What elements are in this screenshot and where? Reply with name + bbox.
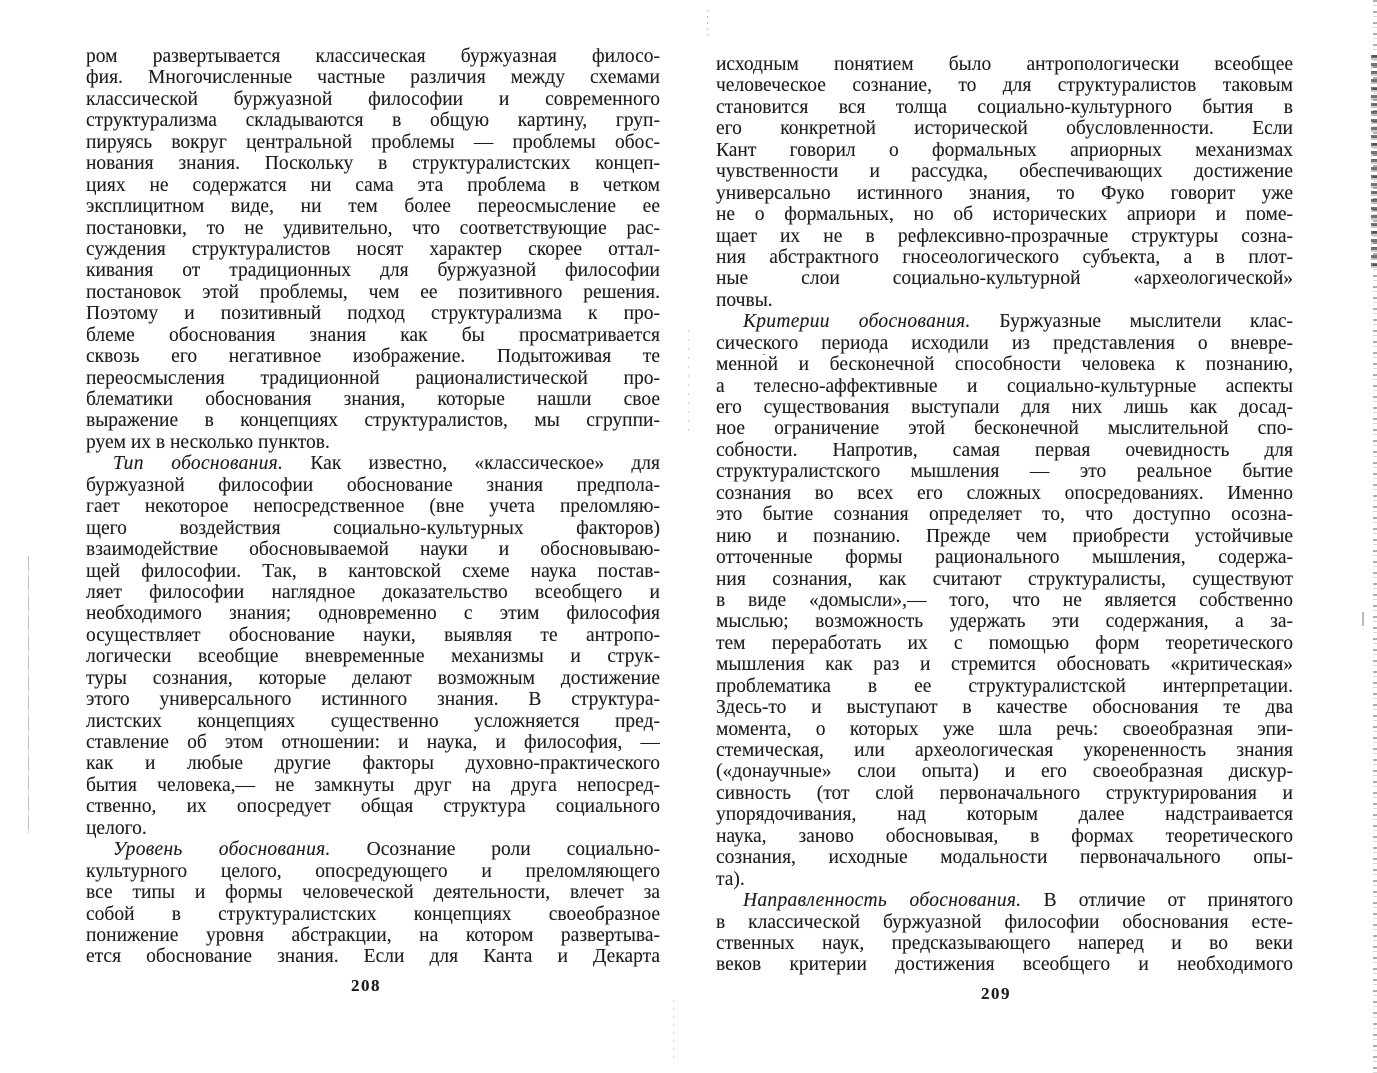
- line-text: это бытие сознания определяет то, что доступно осозна-: [716, 504, 1293, 526]
- line-text: та).: [716, 868, 745, 890]
- text-line: [86, 839, 660, 860]
- text-line: [86, 282, 660, 303]
- line-text: собности. Напротив, самая первая очевидность для: [716, 439, 1293, 461]
- text-line: [716, 826, 1293, 847]
- text-line: [86, 518, 660, 539]
- line-text: сознания, исходные модальности первоначального опы-: [716, 847, 1293, 869]
- line-text: тем переработать их с помощью форм теоретического: [716, 632, 1293, 654]
- line-text: его существования выступали для них лишь как досад-: [716, 397, 1293, 418]
- text-line: [716, 847, 1293, 868]
- text-line: [716, 97, 1293, 118]
- text-line: [86, 561, 660, 582]
- line-text: собой в структуралистских концепциях своеобразное: [86, 903, 660, 925]
- line-text: щей философии. Так, в кантовской схеме наука постав-: [86, 560, 660, 582]
- text-line: [86, 775, 660, 796]
- text-line: [86, 260, 660, 281]
- text-line: [86, 861, 660, 882]
- line-text: менно́й и бесконечной способности человека к познанию,: [716, 354, 1293, 376]
- text-line: [716, 333, 1293, 354]
- text-line: [86, 904, 660, 925]
- text-line: [86, 132, 660, 153]
- text-line: [716, 912, 1293, 933]
- italic-lead: Уровень обоснования.: [113, 839, 331, 861]
- scan-edge-noise-strip: [1373, 0, 1377, 1073]
- line-text: бытия человека,— не замкнуты друг на друга непосред-: [86, 774, 660, 796]
- text-line: [86, 925, 660, 946]
- line-text: руем их в несколько пунктов.: [86, 431, 330, 453]
- line-text: стемическая, или археологическая укорененность знания: [716, 740, 1293, 761]
- line-text: суждения структуралистов носят характер скорее оттал-: [86, 238, 660, 260]
- text-line: [716, 569, 1293, 590]
- line-text: логически всеобщие вневременные механизмы и струк-: [86, 646, 660, 668]
- text-line: [716, 526, 1293, 547]
- line-text: ставление об этом отношении: и наука, и философия, —: [86, 732, 660, 753]
- line-text: нования знания. Поскольку в структуралистских концеп-: [86, 153, 660, 175]
- text-line: [86, 196, 660, 217]
- text-line: [716, 654, 1293, 675]
- line-text: постановки, то не удивительно, что соответствующие рас-: [86, 217, 660, 239]
- gutter-speck-middle: [688, 330, 689, 435]
- text-line: [716, 183, 1293, 204]
- text-line: [716, 954, 1293, 975]
- line-text: ственных наук, предсказывающего наперед и во веки: [716, 932, 1293, 954]
- text-line: [716, 461, 1293, 482]
- line-text: блеме обоснования знания как бы просматривается: [86, 324, 660, 346]
- line-text: взаимодействие обосновываемой науки и обосновываю-: [86, 539, 660, 561]
- text-line: [716, 140, 1293, 161]
- text-line: [86, 453, 660, 474]
- line-text: щего воздействия социально-культурных факторов): [86, 517, 660, 539]
- text-line: [716, 268, 1293, 289]
- line-text: этого универсального истинного знания. В структура-: [86, 689, 660, 711]
- text-column-left: [86, 46, 660, 968]
- text-line: [86, 689, 660, 710]
- text-line: [86, 582, 660, 603]
- line-text: циях не содержатся ни сама эта проблема в четком: [86, 174, 660, 196]
- text-line: [86, 325, 660, 346]
- line-text: ляет философии наглядное доказательство всеобщего и: [86, 581, 660, 603]
- line-text: а телесно-аффективные и социально-культурные аспекты: [716, 375, 1293, 397]
- line-text: эксплицитном виде, ни тем более переосмысление ее: [86, 196, 660, 218]
- italic-lead: Тип обоснования.: [113, 453, 284, 475]
- text-line: [86, 239, 660, 260]
- text-line: [716, 869, 1293, 890]
- text-line: [86, 539, 660, 560]
- line-text: сического периода исходили из представления о вневре-: [716, 332, 1293, 354]
- text-line: [86, 625, 660, 646]
- line-text: сознания во всех его сложных опосредованиях. Именно: [716, 482, 1293, 504]
- text-line: [716, 676, 1293, 697]
- scan-edge-noise-dark: [1371, 55, 1377, 270]
- line-text: («донаучные» слои опыта) и его своеобразная дискур-: [716, 761, 1293, 783]
- line-text: В отличие от принятого: [1021, 890, 1293, 912]
- text-line: [716, 118, 1293, 139]
- text-line: [716, 418, 1293, 439]
- text-line: [716, 590, 1293, 611]
- line-text: необходимого знания; одновременно с этим философия: [86, 603, 660, 625]
- line-text: структурализма складываются в общую картину, груп-: [86, 110, 660, 132]
- line-text: структуралистского мышления — это реальное бытие: [716, 461, 1293, 483]
- line-text: чувственности и рассудка, обеспечивающих достижение: [716, 161, 1293, 183]
- text-line: [716, 204, 1293, 225]
- text-line: [86, 946, 660, 967]
- text-line: [716, 397, 1293, 418]
- text-line: [86, 732, 660, 753]
- text-line: [86, 89, 660, 110]
- gutter-speck-top: [707, 10, 708, 40]
- text-line: [716, 483, 1293, 504]
- line-text: пируясь вокруг центральной проблемы — проблемы обос-: [86, 131, 660, 153]
- line-text: ственно, их опосредует общая структура социального: [86, 796, 660, 818]
- text-line: [86, 46, 660, 67]
- line-text: ром развертывается классическая буржуазная филосо-: [86, 46, 660, 67]
- text-line: [716, 161, 1293, 182]
- line-text: почвы.: [716, 289, 773, 311]
- line-text: блематики обоснования знания, которые нашли свое: [86, 389, 660, 410]
- line-text: буржуазной философии обоснование знания предпола-: [86, 474, 660, 496]
- text-line: [716, 719, 1293, 740]
- line-text: фия. Многочисленные частные различия между схемами: [86, 67, 660, 89]
- line-text: Кант говорил о формальных априорных механизмах: [716, 139, 1293, 161]
- text-line: [86, 646, 660, 667]
- text-line: [86, 753, 660, 774]
- text-line: [86, 796, 660, 817]
- line-text: сивность (тот слой первоначального структурирования и: [716, 782, 1293, 804]
- line-text: не о формальных, но об исторических априори и поме-: [716, 204, 1293, 226]
- text-line: [86, 711, 660, 732]
- line-text: кивания от традиционных для буржуазной философии: [86, 260, 660, 282]
- line-text: момента, о которых уже шла речь: своеобразная эпи-: [716, 718, 1293, 740]
- line-text: мышления как раз и стремится обосновать «критическая»: [716, 654, 1293, 676]
- text-line: [716, 783, 1293, 804]
- line-text: нию и познанию. Прежде чем приобрести устойчивые: [716, 525, 1293, 547]
- italic-lead: Направленность обоснования.: [743, 890, 1022, 912]
- text-line: [716, 54, 1293, 75]
- line-text: переосмысления традиционной рационалистической про-: [86, 367, 660, 389]
- line-text: осуществляет обоснование науки, выявляя те антропо-: [86, 624, 660, 646]
- text-line: [86, 303, 660, 324]
- page-number-left: 208: [351, 976, 381, 995]
- line-text: мыслью; возможность удержать эти содержания, а за-: [716, 611, 1293, 633]
- line-text: ния сознания, как считают структуралисты, существуют: [716, 568, 1293, 590]
- text-line: [716, 611, 1293, 632]
- text-line: [716, 740, 1293, 761]
- text-line: [86, 368, 660, 389]
- line-text: Поэтому и позитивный подход структурализма к про-: [86, 303, 660, 325]
- page-number-right: 209: [981, 984, 1011, 1003]
- scan-edge-dash: [1362, 612, 1364, 626]
- text-line: [716, 761, 1293, 782]
- text-line: [716, 247, 1293, 268]
- italic-lead: Критерии обоснования.: [743, 311, 971, 333]
- text-line: [86, 175, 660, 196]
- line-text: культурного целого, опосредующего и преломляющего: [86, 860, 660, 882]
- line-text: ется обоснование знания. Если для Канта и Декарта: [86, 946, 660, 968]
- line-text: человеческое сознание, то для структуралистов таковым: [716, 75, 1293, 97]
- line-text: универсально истинного знания, то Фуко говорит уже: [716, 182, 1293, 204]
- text-line: [716, 697, 1293, 718]
- line-text: как и любые другие факторы духовно-практического: [86, 753, 660, 775]
- line-text: листских концепциях существенно усложняется пред-: [86, 710, 660, 732]
- line-text: становится вся толща социально-культурного бытия в: [716, 96, 1293, 118]
- line-text: Как известно, «классическое» для: [283, 453, 660, 475]
- line-text: проблематика в ее структуралистской интерпретации.: [716, 675, 1293, 697]
- text-line: [716, 226, 1293, 247]
- text-line: [86, 218, 660, 239]
- line-text: ния абстрактного гносеологического субъекта, а в плот-: [716, 246, 1293, 268]
- line-text: выражение в концепциях структуралистов, мы сгруппи-: [86, 410, 660, 432]
- text-line: [716, 890, 1293, 911]
- text-line: [716, 547, 1293, 568]
- text-line: [86, 389, 660, 410]
- line-text: Буржуазные мыслители клас-: [970, 311, 1293, 333]
- line-text: веков критерии достижения всеобщего и необходимого: [716, 954, 1293, 976]
- text-line: [86, 67, 660, 88]
- line-text: гает некоторое непосредственное (вне учета преломляю-: [86, 496, 660, 518]
- text-line: [86, 110, 660, 131]
- text-line: [716, 804, 1293, 825]
- text-line: [86, 475, 660, 496]
- text-column-right: [716, 54, 1293, 976]
- line-text: Здесь-то и выступают в качестве обоснования те два: [716, 697, 1293, 719]
- line-text: туры сознания, которые делают возможным достижение: [86, 667, 660, 689]
- text-line: [86, 432, 660, 453]
- text-line: [86, 410, 660, 431]
- text-line: [86, 818, 660, 839]
- line-text: целого.: [86, 817, 147, 839]
- text-line: [716, 376, 1293, 397]
- text-line: [716, 633, 1293, 654]
- line-text: постановок этой проблемы, чем ее позитивного решения.: [86, 281, 660, 303]
- line-text: понижение уровня абстракции, на котором развертыва-: [86, 924, 660, 946]
- text-line: [86, 153, 660, 174]
- line-text: в классической буржуазной философии обоснования есте-: [716, 911, 1293, 933]
- line-text: упорядочивания, над которым далее надстраивается: [716, 804, 1293, 826]
- line-text: сквозь его негативное изображение. Подытоживая те: [86, 346, 660, 368]
- text-line: [86, 603, 660, 624]
- text-line: [86, 668, 660, 689]
- text-line: [716, 440, 1293, 461]
- line-text: отточенные формы рационального мышления, содержа-: [716, 547, 1293, 569]
- text-line: [86, 346, 660, 367]
- line-text: наука, заново обосновывая, в формах теоретического: [716, 825, 1293, 847]
- scan-left-margin-line: [28, 556, 29, 834]
- line-text: классической буржуазной философии и современного: [86, 88, 660, 110]
- text-line: [716, 933, 1293, 954]
- text-line: [716, 354, 1293, 375]
- text-line: [716, 290, 1293, 311]
- text-line: [716, 504, 1293, 525]
- line-text: все типы и формы человеческой деятельности, влечет за: [86, 882, 660, 904]
- text-line: [716, 311, 1293, 332]
- line-text: в виде «домысли»,— того, что не является собственно: [716, 589, 1293, 611]
- line-text: ное ограничение этой бесконечной мыслительной спо-: [716, 418, 1293, 440]
- line-text: Осознание роли социально-: [330, 839, 660, 861]
- line-text: ные слои социально-культурной «археологической»: [716, 268, 1293, 290]
- text-line: [86, 496, 660, 517]
- line-text: его конкретной исторической обусловленности. Если: [716, 118, 1293, 140]
- line-text: исходным понятием было антропологически всеобщее: [716, 54, 1293, 75]
- text-line: [716, 75, 1293, 96]
- gutter-speck-bottom: [673, 1000, 674, 1060]
- text-line: [86, 882, 660, 903]
- line-text: щает их не в рефлексивно-прозрачные структуры созна-: [716, 225, 1293, 247]
